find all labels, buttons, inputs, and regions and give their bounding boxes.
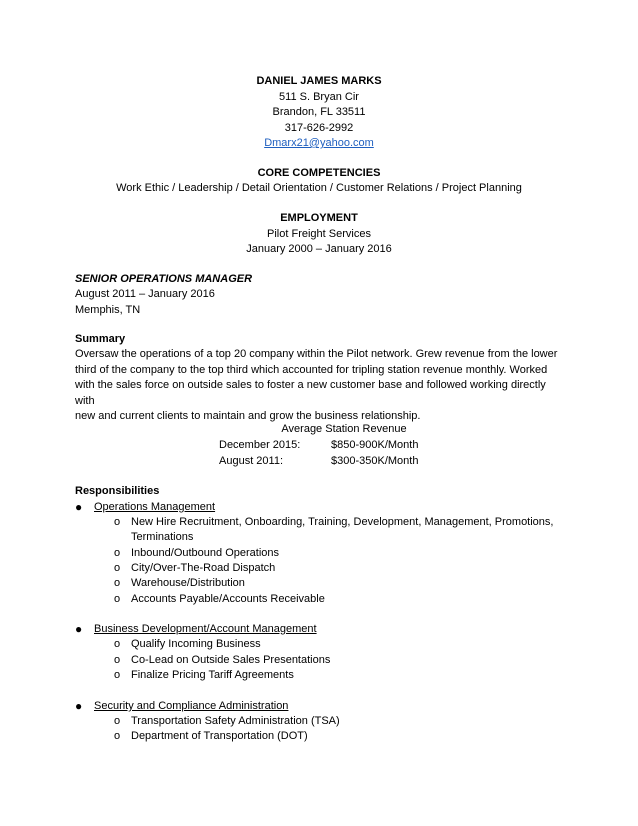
sub-bullet-icon: o <box>114 593 121 605</box>
revenue-table <box>219 423 439 470</box>
responsibility-item: Co-Lead on Outside Sales Presentations <box>131 654 331 666</box>
sub-bullet-icon: o <box>114 638 121 650</box>
sub-bullet-icon: o <box>114 715 121 727</box>
bullet-icon: ● <box>75 500 83 514</box>
responsibility-item: Transportation Safety Administration (TSA) <box>131 715 340 727</box>
candidate-name: DANIEL JAMES MARKS <box>256 75 382 87</box>
bullet-icon: ● <box>75 622 83 636</box>
responsibility-item: Finalize Pricing Tariff Agreements <box>131 669 294 681</box>
summary-line: third of the company to the top third which accounted for tripling station revenue monthly. Worked <box>75 363 548 376</box>
revenue-value: $300-350K/Month <box>331 454 419 467</box>
responsibility-item: Qualify Incoming Business <box>131 638 261 650</box>
revenue-period: December 2015: <box>219 439 301 451</box>
revenue-table-title: Average Station Revenue <box>281 423 407 435</box>
responsibility-item: Inbound/Outbound Operations <box>131 547 280 559</box>
revenue-period: August 2011: <box>219 454 284 467</box>
address-line-2: Brandon, FL 33511 <box>272 106 366 118</box>
responsibility-group-title: Operations Management <box>94 501 216 513</box>
sub-bullet-icon: o <box>114 669 121 681</box>
summary-line: new and current clients to maintain and grow the business relationship. <box>75 410 421 422</box>
responsibility-item: Department of Transportation (DOT) <box>131 730 308 742</box>
responsibility-item: Accounts Payable/Accounts Receivable <box>131 593 325 605</box>
email-link[interactable]: Dmarx21@yahoo.com <box>264 137 374 149</box>
summary-line: with the sales force on outside sales to foster a new customer base and followed working directly with <box>75 379 546 407</box>
sub-bullet-icon: o <box>114 547 121 559</box>
sub-bullet-icon: o <box>114 516 121 528</box>
employer-name: Pilot Freight Services <box>267 228 371 240</box>
summary-paragraph <box>75 347 565 425</box>
position-location: Memphis, TN <box>75 304 141 316</box>
responsibilities-heading: Responsibilities <box>75 485 160 497</box>
responsibility-item: Terminations <box>131 531 194 543</box>
sub-bullet-icon: o <box>114 577 121 589</box>
responsibility-item: City/Over-The-Road Dispatch <box>131 562 276 574</box>
phone-number: 317-626-2992 <box>284 122 354 134</box>
responsibility-group-title: Business Development/Account Management <box>94 623 317 635</box>
address-line-1: 511 S. Bryan Cir <box>279 91 359 103</box>
core-competencies-heading: CORE COMPETENCIES <box>257 167 381 179</box>
sub-bullet-icon: o <box>114 730 121 742</box>
responsibility-item: New Hire Recruitment, Onboarding, Training, Development, Management, Promotions, <box>131 516 554 528</box>
email-line <box>0 137 638 149</box>
revenue-row <box>219 455 439 471</box>
position-title: SENIOR OPERATIONS MANAGER <box>75 273 253 285</box>
revenue-row <box>219 439 439 455</box>
summary-line: Oversaw the operations of a top 20 company within the Pilot network. Grew revenue from the lower <box>75 348 558 360</box>
responsibility-item: Warehouse/Distribution <box>131 577 245 589</box>
employment-dates: January 2000 – January 2016 <box>246 243 392 255</box>
position-dates: August 2011 – January 2016 <box>75 288 215 300</box>
responsibility-group-title: Security and Compliance Administration <box>94 700 289 712</box>
summary-heading: Summary <box>75 333 126 345</box>
sub-bullet-icon: o <box>114 654 121 666</box>
sub-bullet-icon: o <box>114 562 121 574</box>
bullet-icon: ● <box>75 699 83 713</box>
revenue-value: $850-900K/Month <box>331 439 419 451</box>
employment-heading: EMPLOYMENT <box>280 212 358 224</box>
core-competencies-list: Work Ethic / Leadership / Detail Orientation / Customer Relations / Project Planning <box>116 182 522 194</box>
